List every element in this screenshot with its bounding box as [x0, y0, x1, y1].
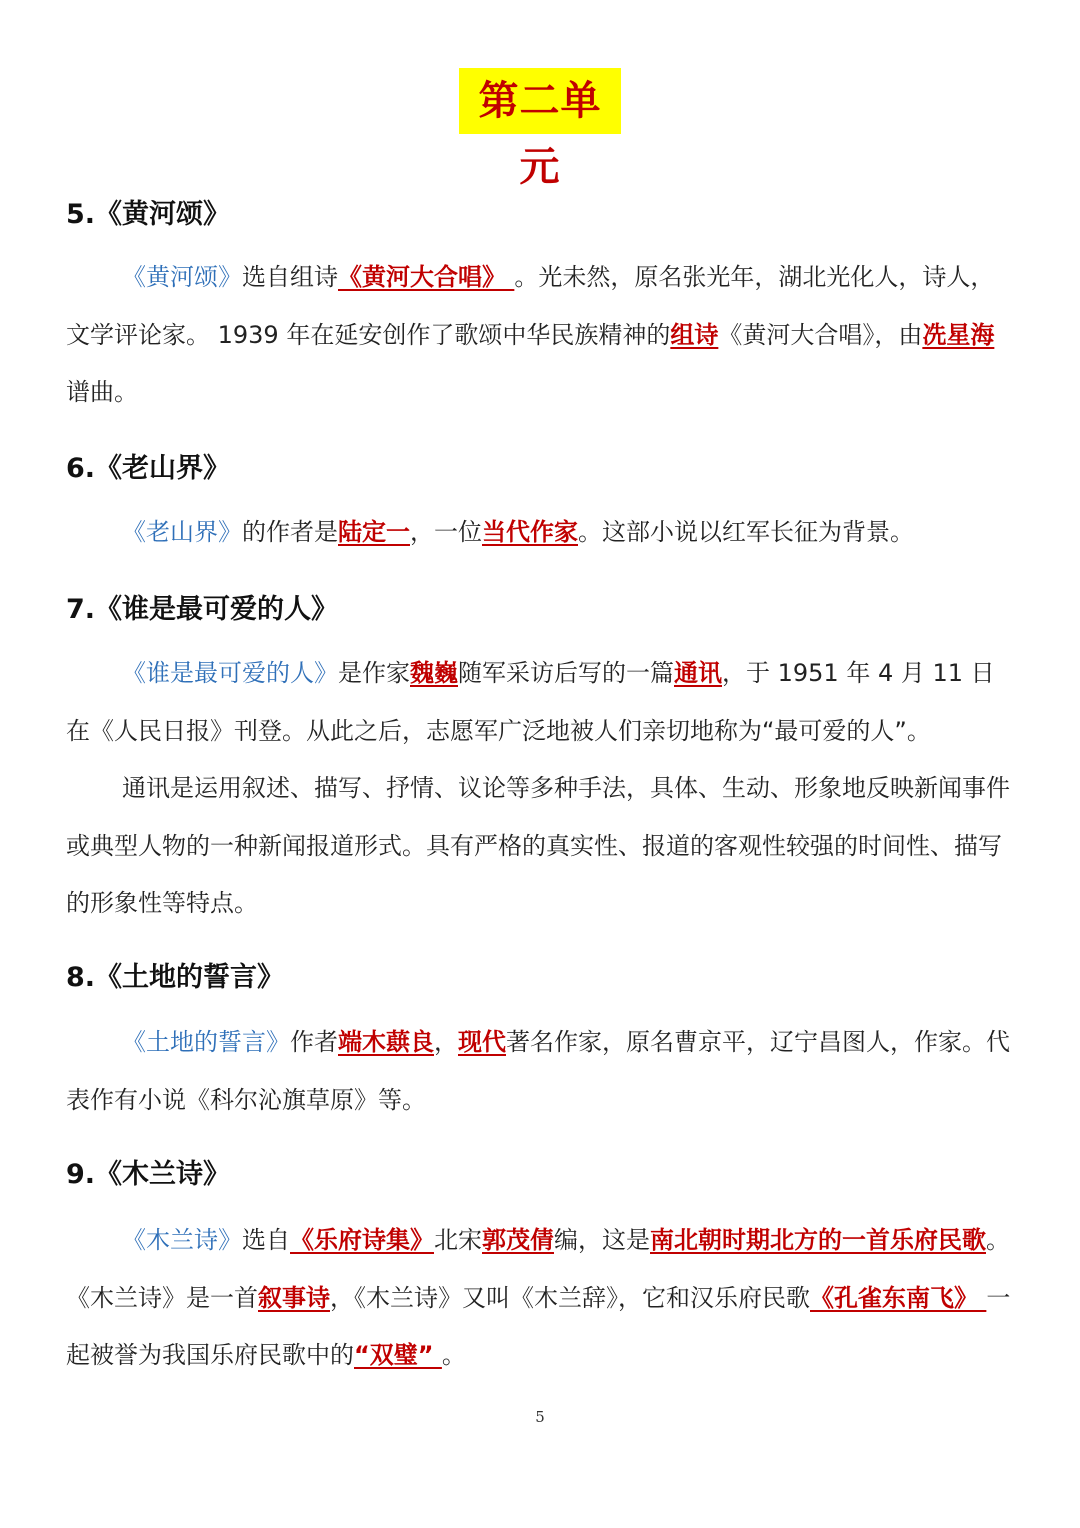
work-title: 《土地的誓言》	[122, 1028, 290, 1056]
text: 著名作家，原名曹京平，辽宁昌图人，作家。代表作有小说《科尔沁旗草原》等。	[66, 1028, 1010, 1114]
work-title: 《黄河颂》	[122, 263, 242, 291]
text: 。	[441, 1341, 466, 1369]
section-heading-8: 8.《土地的誓言》	[66, 962, 285, 993]
key-term: 端木蕻良	[338, 1028, 434, 1056]
text: 《黄河大合唱》，由	[718, 320, 923, 349]
key-term: 通讯	[674, 659, 722, 687]
text: 一起被誉为我国乐府民歌中的	[66, 1283, 1011, 1369]
text: 随军采访后写的一篇	[458, 659, 674, 687]
work-title: 《老山界》	[122, 518, 242, 546]
page-number: 5	[535, 1408, 545, 1426]
key-term: 郭茂倩	[482, 1226, 554, 1254]
key-term: 叙事诗	[258, 1283, 330, 1312]
section-paragraph-9	[66, 1212, 1016, 1385]
text: 谱曲。	[66, 378, 138, 406]
work-title: 《谁是最可爱的人》	[122, 659, 338, 687]
section-paragraph-5	[66, 249, 1016, 422]
section-heading-9: 9.《木兰诗》	[66, 1159, 231, 1190]
key-term: 组诗	[670, 320, 719, 349]
section-paragraph-6	[66, 504, 1016, 562]
work-title: 《木兰诗》	[122, 1226, 242, 1254]
key-term: 陆定一	[338, 518, 410, 546]
text: 编，这是	[554, 1226, 650, 1254]
key-term: 《乐府诗集》	[290, 1226, 434, 1254]
key-term: 冼星海	[922, 320, 995, 349]
section-paragraph-8	[66, 1014, 1016, 1129]
text: 是作家	[338, 659, 410, 687]
key-term: “双璧”	[354, 1341, 442, 1369]
text: 北宋	[434, 1226, 482, 1254]
section-heading-7: 7.《谁是最可爱的人》	[66, 594, 339, 625]
text: 选自组诗	[242, 263, 338, 291]
text: 。光未然，原名张光年，湖北光化人，诗人，文学评论家。 1939 年在延安创作了歌颂中华民族精神的	[66, 263, 995, 349]
text: 的作者是	[242, 518, 338, 546]
key-term: 魏巍	[410, 659, 458, 687]
text: ，《木兰诗》又叫《木兰辞》，它和汉乐府民歌	[330, 1283, 810, 1312]
key-term: 《黄河大合唱》	[338, 263, 515, 291]
section-heading-6: 6.《老山界》	[66, 453, 231, 484]
key-term: 《孔雀东南飞》	[810, 1283, 987, 1312]
text: ，于 1951 年 4 月 11 日在《人民日报》刊登。从此之后，志愿军广泛地被人们亲切地称为“最可爱的人”。	[66, 659, 995, 745]
text: 。这部小说以红军长征为背景。	[578, 518, 914, 546]
key-term: 南北朝时期北方的一首乐府民歌	[650, 1226, 986, 1254]
unit-title: 第二单元	[459, 68, 621, 134]
text: ，一位	[410, 518, 482, 546]
text: 。《木兰诗》是一首	[66, 1226, 1010, 1312]
text: 选自	[242, 1226, 290, 1254]
section-heading-5: 5.《黄河颂》	[66, 199, 231, 230]
key-term: 当代作家	[482, 518, 578, 546]
key-term: 现代	[458, 1028, 506, 1056]
text: 作者	[290, 1028, 338, 1056]
text: ，	[434, 1028, 458, 1056]
section-paragraph-7a	[66, 645, 1016, 760]
section-paragraph-7b: 通讯是运用叙述、描写、抒情、议论等多种手法，具体、生动、形象地反映新闻事件或典型人物的一种新闻报道形式。具有严格的真实性、报道的客观性较强的时间性、描写的形象性等特点。	[66, 774, 1010, 917]
